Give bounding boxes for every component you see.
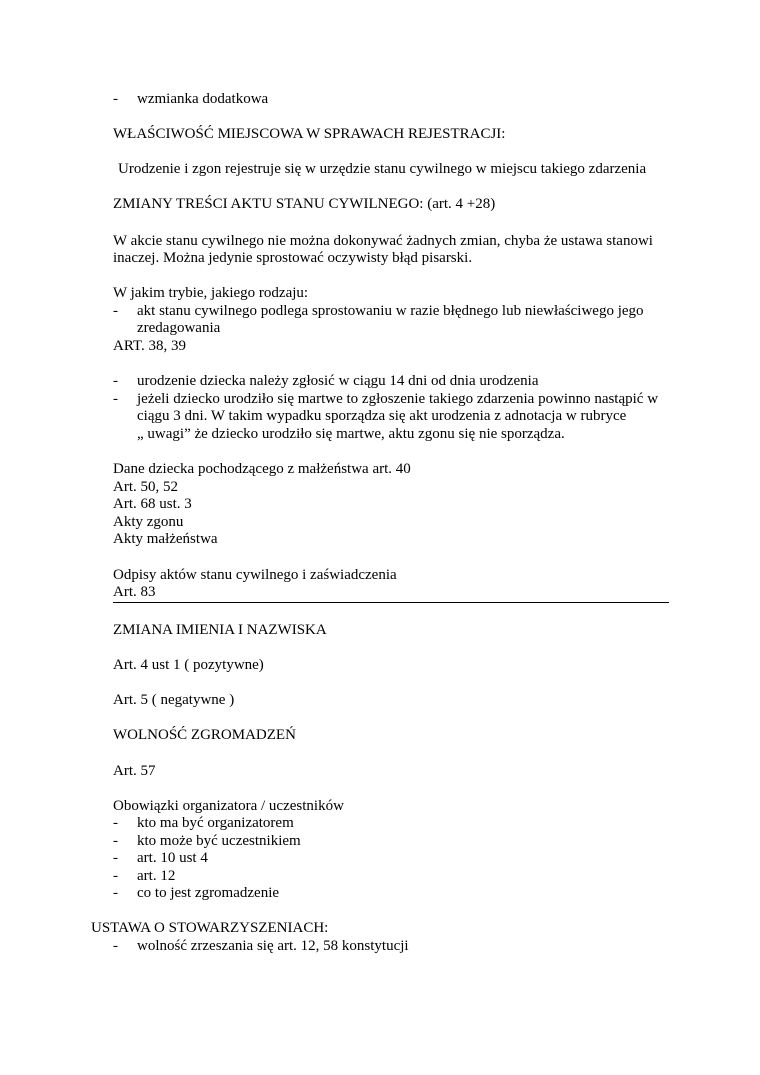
paragraph: Art. 83	[113, 584, 156, 600]
list-dash: -	[113, 373, 118, 389]
section-heading: WŁAŚCIWOŚĆ MIEJSCOWA W SPRAWACH REJESTRACJI:	[113, 126, 506, 142]
paragraph: W jakim trybie, jakiego rodzaju:	[113, 285, 309, 301]
paragraph: Urodzenie i zgon rejestruje się w urzędzie stanu cywilnego w miejscu takiego zdarzenia	[118, 161, 647, 177]
list-item: co to jest zgromadzenie	[137, 885, 280, 901]
list-item: art. 10 ust 4	[137, 850, 208, 866]
list-item: wolność zrzeszania się art. 12, 58 konstytucji	[137, 938, 409, 954]
horizontal-divider	[113, 602, 669, 603]
section-heading: USTAWA O STOWARZYSZENIACH:	[91, 920, 329, 936]
list-dash: -	[113, 868, 118, 884]
paragraph: Art. 68 ust. 3	[113, 496, 192, 512]
paragraph: Art. 57	[113, 763, 156, 779]
list-item: akt stanu cywilnego podlega sprostowaniu w razie błędnego lub niewłaściwego jego	[137, 303, 644, 319]
paragraph: Dane dziecka pochodzącego z małżeństwa art. 40	[113, 461, 411, 477]
list-dash: -	[113, 91, 118, 107]
paragraph: Art. 4 ust 1 ( pozytywne)	[113, 657, 264, 673]
paragraph: Akty zgonu	[113, 514, 184, 530]
list-item: kto może być uczestnikiem	[137, 833, 301, 849]
list-dash: -	[113, 938, 118, 954]
paragraph: inaczej. Można jedynie sprostować oczywisty błąd pisarski.	[113, 250, 473, 266]
list-dash: -	[113, 885, 118, 901]
section-heading: WOLNOŚĆ ZGROMADZEŃ	[113, 727, 296, 743]
list-item: wzmianka dodatkowa	[137, 91, 269, 107]
list-item: urodzenie dziecka należy zgłosić w ciągu 14 dni od dnia urodzenia	[137, 373, 539, 389]
paragraph: Odpisy aktów stanu cywilnego i zaświadczenia	[113, 567, 397, 583]
list-item: jeżeli dziecko urodziło się martwe to zgłoszenie takiego zdarzenia powinno nastąpić w	[137, 391, 659, 407]
paragraph: W akcie stanu cywilnego nie można dokonywać żadnych zmian, chyba że ustawa stanowi	[113, 233, 653, 249]
paragraph: Art. 5 ( negatywne )	[113, 692, 235, 708]
list-dash: -	[113, 815, 118, 831]
list-item: „ uwagi” że dziecko urodziło się martwe, aktu zgonu się nie sporządza.	[137, 426, 565, 442]
paragraph: Obowiązki organizatora / uczestników	[113, 798, 344, 814]
list-dash: -	[113, 303, 118, 319]
section-heading: ZMIANY TREŚCI AKTU STANU CYWILNEGO: (art. 4 +28)	[113, 196, 496, 212]
list-item: zredagowania	[137, 320, 221, 336]
list-dash: -	[113, 391, 118, 407]
paragraph: ART. 38, 39	[113, 338, 186, 354]
list-item: art. 12	[137, 868, 176, 884]
list-dash: -	[113, 833, 118, 849]
paragraph: Akty małżeństwa	[113, 531, 218, 547]
list-dash: -	[113, 850, 118, 866]
list-item: kto ma być organizatorem	[137, 815, 294, 831]
section-heading: ZMIANA IMIENIA I NAZWISKA	[113, 622, 327, 638]
paragraph: Art. 50, 52	[113, 479, 178, 495]
list-item: ciągu 3 dni. W takim wypadku sporządza się akt urodzenia z adnotacja w rubryce	[137, 408, 627, 424]
